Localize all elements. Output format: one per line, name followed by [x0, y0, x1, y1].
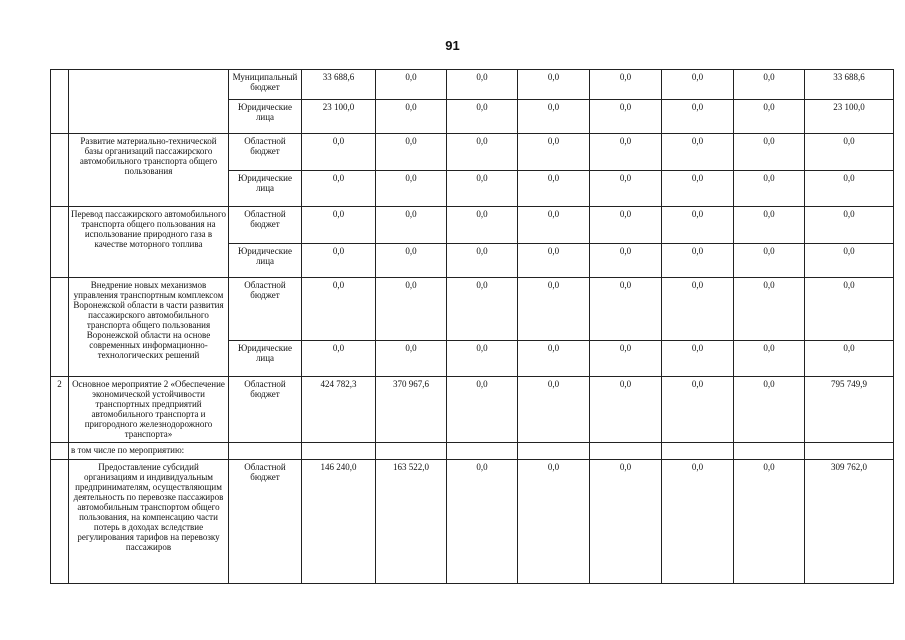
value-cell: 0,0 [805, 341, 894, 377]
value-cell: 0,0 [734, 134, 805, 171]
value-cell: 0,0 [734, 278, 805, 341]
table-row [51, 207, 894, 244]
value-cell: 0,0 [662, 207, 734, 244]
value-cell: 0,0 [518, 70, 590, 100]
value-cell: 0,0 [590, 171, 662, 207]
empty-cell [376, 443, 447, 460]
value-cell: 0,0 [662, 70, 734, 100]
value-cell: 0,0 [447, 341, 518, 377]
page-number: 91 [445, 38, 460, 53]
value-cell: 0,0 [518, 278, 590, 341]
value-cell: 0,0 [302, 244, 376, 278]
value-cell: 0,0 [518, 377, 590, 443]
row-index: 2 [51, 377, 69, 443]
value-cell: 795 749,9 [805, 377, 894, 443]
value-cell: 0,0 [734, 100, 805, 134]
table-row [51, 134, 894, 171]
value-cell: 0,0 [447, 278, 518, 341]
value-cell: 0,0 [518, 207, 590, 244]
value-cell: 0,0 [590, 377, 662, 443]
value-cell: 0,0 [302, 207, 376, 244]
value-cell: 0,0 [447, 377, 518, 443]
value-cell: 370 967,6 [376, 377, 447, 443]
funding-source: Областной бюджет [229, 207, 302, 244]
value-cell: 0,0 [376, 341, 447, 377]
row-index [51, 443, 69, 460]
value-cell: 33 688,6 [302, 70, 376, 100]
value-cell: 0,0 [376, 100, 447, 134]
value-cell: 0,0 [590, 460, 662, 584]
value-cell: 0,0 [805, 278, 894, 341]
funding-source: Областной бюджет [229, 134, 302, 171]
row-index [51, 70, 69, 134]
value-cell: 0,0 [662, 244, 734, 278]
value-cell: 0,0 [590, 341, 662, 377]
table-row [51, 443, 894, 460]
value-cell: 0,0 [734, 171, 805, 207]
value-cell: 0,0 [447, 100, 518, 134]
value-cell: 0,0 [376, 207, 447, 244]
event-name: Перевод пассажирского автомобильного транспорта общего пользования на использование природного газа в качестве моторного топлива [69, 207, 229, 278]
value-cell: 0,0 [447, 244, 518, 278]
value-cell: 0,0 [376, 171, 447, 207]
value-cell: 0,0 [447, 207, 518, 244]
value-cell: 0,0 [590, 100, 662, 134]
empty-cell [302, 443, 376, 460]
value-cell: 23 100,0 [805, 100, 894, 134]
value-cell: 0,0 [518, 244, 590, 278]
value-cell: 0,0 [518, 341, 590, 377]
value-cell: 0,0 [662, 341, 734, 377]
funding-source: Областной бюджет [229, 460, 302, 584]
table-row [51, 70, 894, 100]
value-cell: 0,0 [447, 171, 518, 207]
empty-cell [805, 443, 894, 460]
value-cell: 0,0 [805, 134, 894, 171]
table-row [51, 278, 894, 341]
funding-source: Муниципальный бюджет [229, 70, 302, 100]
value-cell: 0,0 [662, 278, 734, 341]
row-index [51, 278, 69, 377]
value-cell: 0,0 [734, 377, 805, 443]
value-cell: 0,0 [302, 134, 376, 171]
value-cell: 0,0 [805, 171, 894, 207]
value-cell: 0,0 [518, 171, 590, 207]
table-row [51, 460, 894, 584]
row-index [51, 134, 69, 207]
value-cell: 0,0 [376, 134, 447, 171]
value-cell: 163 522,0 [376, 460, 447, 584]
value-cell: 0,0 [376, 244, 447, 278]
funding-source: Областной бюджет [229, 278, 302, 341]
value-cell: 23 100,0 [302, 100, 376, 134]
empty-cell [229, 443, 302, 460]
value-cell: 0,0 [734, 244, 805, 278]
event-name: в том числе по мероприятию: [69, 443, 229, 460]
value-cell: 0,0 [662, 377, 734, 443]
value-cell: 146 240,0 [302, 460, 376, 584]
empty-cell [662, 443, 734, 460]
value-cell: 0,0 [590, 207, 662, 244]
row-index [51, 460, 69, 584]
empty-cell [518, 443, 590, 460]
funding-source: Областной бюджет [229, 377, 302, 443]
value-cell: 33 688,6 [805, 70, 894, 100]
empty-cell [447, 443, 518, 460]
value-cell: 0,0 [302, 278, 376, 341]
budget-table [50, 69, 894, 584]
value-cell: 0,0 [376, 278, 447, 341]
value-cell: 0,0 [518, 134, 590, 171]
value-cell: 0,0 [376, 70, 447, 100]
value-cell: 0,0 [662, 460, 734, 584]
value-cell: 0,0 [302, 341, 376, 377]
empty-cell [734, 443, 805, 460]
value-cell: 0,0 [662, 171, 734, 207]
value-cell: 0,0 [805, 207, 894, 244]
event-name: Основное мероприятие 2 «Обеспечение экономической устойчивости транспортных предприятий автомобильного транспорта и пригородного железнодорожного транспорта» [69, 377, 229, 443]
value-cell: 0,0 [734, 70, 805, 100]
value-cell: 0,0 [805, 244, 894, 278]
value-cell: 0,0 [734, 341, 805, 377]
value-cell: 0,0 [590, 134, 662, 171]
event-name: Предоставление субсидий организациям и индивидуальным предпринимателям, осуществляющим деятельность по перевозке пассажиров автомобильным транспортом общего пользования, на компенсацию части потерь в доходах вследствие регулирования тарифов на перевозку пассажиров [69, 460, 229, 584]
value-cell: 0,0 [590, 70, 662, 100]
event-name: Внедрение новых механизмов управления транспортным комплексом Воронежской области в части развития пассажирского автомобильного транспорта общего пользования Воронежской области на основе современных информационно-технологических решений [69, 278, 229, 377]
value-cell: 0,0 [447, 134, 518, 171]
value-cell: 0,0 [590, 278, 662, 341]
funding-source: Юридические лица [229, 100, 302, 134]
value-cell: 0,0 [590, 244, 662, 278]
value-cell: 0,0 [302, 171, 376, 207]
empty-cell [590, 443, 662, 460]
value-cell: 0,0 [518, 460, 590, 584]
row-index [51, 207, 69, 278]
value-cell: 0,0 [662, 100, 734, 134]
value-cell: 0,0 [518, 100, 590, 134]
table-row [51, 377, 894, 443]
value-cell: 0,0 [734, 460, 805, 584]
funding-source: Юридические лица [229, 171, 302, 207]
funding-source: Юридические лица [229, 341, 302, 377]
event-name: Развитие материально-технической базы организаций пассажирского автомобильного транспорта общего пользования [69, 134, 229, 207]
value-cell: 424 782,3 [302, 377, 376, 443]
value-cell: 0,0 [447, 70, 518, 100]
value-cell: 0,0 [447, 460, 518, 584]
funding-source: Юридические лица [229, 244, 302, 278]
value-cell: 0,0 [662, 134, 734, 171]
event-name [69, 70, 229, 134]
table-body [51, 70, 894, 584]
value-cell: 0,0 [734, 207, 805, 244]
value-cell: 309 762,0 [805, 460, 894, 584]
